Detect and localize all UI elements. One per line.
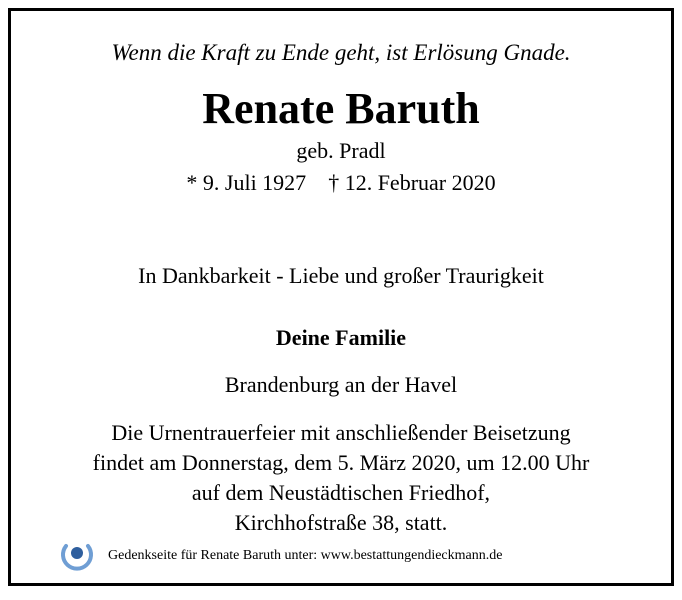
birth-date: * 9. Juli 1927	[186, 170, 307, 195]
thanks-line: In Dankbarkeit - Liebe und großer Traurigkeit	[138, 263, 544, 288]
memorial-page-text[interactable]: Gedenkseite für Renate Baruth unter: www.bestattungendieckmann.de	[108, 548, 503, 563]
ceremony-line: auf dem Neustädtischen Friedhof,	[191, 480, 491, 505]
signature: Deine Familie	[275, 325, 407, 350]
memorial-logo-icon	[60, 540, 94, 572]
city: Brandenburg an der Havel	[224, 372, 458, 397]
maiden-name: geb. Pradl	[296, 138, 386, 163]
ceremony-text	[0, 418, 682, 538]
ceremony-line: Kirchhofstraße 38, statt.	[234, 510, 448, 535]
memorial-page-link[interactable]	[60, 540, 502, 572]
ceremony-line: findet am Donnerstag, dem 5. März 2020, um 12.00 Uhr	[92, 450, 590, 475]
death-date: † 12. Februar 2020	[328, 170, 496, 195]
ceremony-line: Die Urnentrauerfeier mit anschließender Beisetzung	[111, 420, 571, 445]
deceased-name: Renate Baruth	[202, 84, 480, 133]
life-dates	[0, 170, 682, 196]
motto: Wenn die Kraft zu Ende geht, ist Erlösung Gnade.	[111, 40, 571, 65]
